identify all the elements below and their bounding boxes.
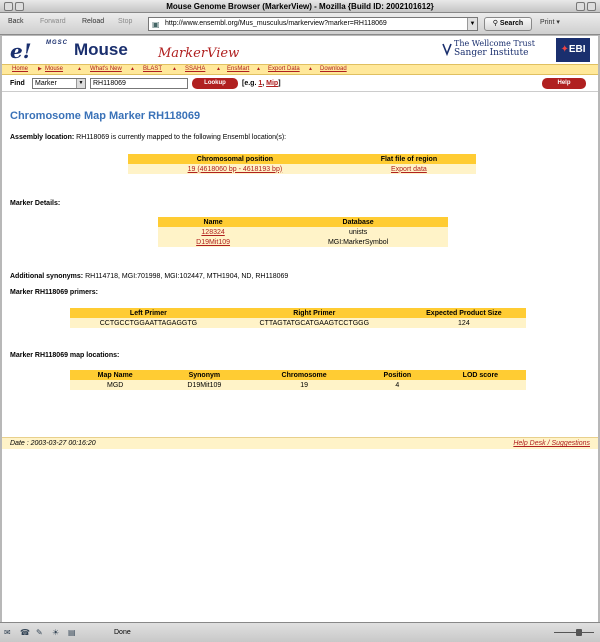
marker-name-link[interactable]: D19Mit109 xyxy=(196,238,231,246)
search-label: Search xyxy=(499,20,524,27)
menu-triangle-icon: ▲ xyxy=(256,66,261,72)
find-query-input[interactable]: RH118069 xyxy=(90,78,188,89)
mail-icon[interactable]: ☎ xyxy=(20,628,30,637)
chromosome-position-link[interactable]: 19 (4618060 bp - 4618193 bp) xyxy=(187,165,283,173)
map-locations-label: Marker RH118069 map locations: xyxy=(10,352,120,359)
slider-track xyxy=(554,632,594,633)
table-row xyxy=(70,380,526,390)
back-button[interactable]: Back xyxy=(8,18,24,25)
table-header: Chromosome xyxy=(248,370,360,380)
table-header: Flat file of region xyxy=(342,154,476,164)
menu-home[interactable]: Home xyxy=(12,66,29,72)
menu-triangle-icon: ▲ xyxy=(216,66,221,72)
menu-ensmart[interactable]: EnsMart xyxy=(227,66,250,72)
security-slider[interactable] xyxy=(554,628,594,637)
primers-table xyxy=(70,308,526,328)
site-menu xyxy=(2,64,598,75)
example-link-1[interactable]: 1 xyxy=(258,80,263,87)
additional-synonyms-text: Additional synonyms: RH114718, MGI:701998, MGI:102447, MTH1904, ND, RH118069 xyxy=(10,273,289,280)
menu-download[interactable]: Download xyxy=(320,66,347,72)
table-cell: MGI:MarkerSymbol xyxy=(268,237,448,247)
address-url: http://www.ensembl.org/Mus_musculus/markerview?marker=RH118069 xyxy=(165,20,387,27)
table-header: Left Primer xyxy=(70,308,227,318)
component-bar xyxy=(4,628,84,637)
lookup-button[interactable]: Lookup xyxy=(192,78,238,89)
table-row xyxy=(128,164,476,174)
sanger-symbol-icon xyxy=(442,42,452,56)
table-header: Map Name xyxy=(70,370,160,380)
address-bar[interactable] xyxy=(148,17,478,31)
menu-triangle-icon: ▲ xyxy=(308,66,313,72)
view-title: MarkerView xyxy=(158,46,240,61)
wellcome-line1: The Wellcome Trust xyxy=(454,39,535,48)
table-header: Name xyxy=(158,217,268,227)
zoom-window-button[interactable] xyxy=(576,2,585,11)
table-header: Chromosomal position xyxy=(128,154,342,164)
table-row xyxy=(70,318,526,328)
table-header: Right Primer xyxy=(227,308,402,318)
table-header: Database xyxy=(268,217,448,227)
browser-toolbar xyxy=(0,13,600,35)
find-bar xyxy=(2,76,598,92)
composer-icon[interactable]: ✎ xyxy=(36,628,43,637)
menu-mouse[interactable]: Mouse xyxy=(45,66,64,72)
search-icon: ⚲ xyxy=(492,20,498,27)
assembly-table xyxy=(128,154,476,174)
ensembl-logo[interactable]: e! xyxy=(10,39,32,63)
status-text: Done xyxy=(114,629,131,636)
menu-export-data[interactable]: Export Data xyxy=(268,66,300,72)
mgsc-label: MGSC xyxy=(46,40,68,46)
search-button[interactable] xyxy=(484,17,532,31)
ebi-logo[interactable]: ✦EBI xyxy=(556,38,590,62)
menu-whats-new[interactable]: What's New xyxy=(90,66,122,72)
table-cell: unists xyxy=(268,227,448,237)
menu-blast[interactable]: BLAST xyxy=(143,66,163,72)
breadcrumb-arrow-icon: ▶ xyxy=(38,66,42,72)
forward-button[interactable]: Forward xyxy=(40,18,66,25)
table-cell: MGD xyxy=(70,380,160,390)
table-cell: CTTAGTATGCATGAAGTCCTGGG xyxy=(227,318,402,328)
chat-icon[interactable]: ☀ xyxy=(52,628,60,637)
marker-details-table xyxy=(158,217,448,247)
find-examples: [e.g. 1, Mip] xyxy=(242,80,281,87)
web-page xyxy=(2,36,598,622)
example-link-mip[interactable]: Mip xyxy=(266,80,279,87)
address-dropdown-icon[interactable]: ▼ xyxy=(467,18,477,30)
map-locations-table xyxy=(70,370,526,390)
table-cell: 124 xyxy=(402,318,526,328)
table-cell: CCTGCCTGGAATTAGAGGTG xyxy=(70,318,227,328)
navigator-icon[interactable]: ✉ xyxy=(4,628,11,637)
table-cell xyxy=(435,380,526,390)
window-titlebar xyxy=(0,0,600,13)
chevron-down-icon: ▼ xyxy=(76,79,85,88)
stop-button[interactable]: Stop xyxy=(118,18,133,25)
find-type-select[interactable]: Marker ▼ xyxy=(32,78,86,89)
wellcome-line2: Sanger Institute xyxy=(454,48,529,58)
reload-button[interactable]: Reload xyxy=(82,18,105,25)
menu-ssaha[interactable]: SSAHA xyxy=(185,66,206,72)
table-header: LOD score xyxy=(435,370,526,380)
page-title: Chromosome Map Marker RH118069 xyxy=(10,110,201,122)
main-content xyxy=(2,93,598,622)
print-button[interactable] xyxy=(540,18,560,26)
find-label: Find xyxy=(10,80,25,87)
table-row xyxy=(158,237,448,247)
page-icon: ▣ xyxy=(152,20,160,29)
page-date: Date : 2003-03-27 00:16:20 xyxy=(10,440,96,447)
sanger-logo[interactable] xyxy=(442,39,542,58)
close-window-button[interactable] xyxy=(4,2,13,11)
help-desk-link[interactable]: Help Desk / Suggestions xyxy=(513,440,590,447)
minimize-window-button[interactable] xyxy=(15,2,24,11)
export-data-link[interactable]: Export data xyxy=(390,165,427,173)
primers-label: Marker RH118069 primers: xyxy=(10,289,98,296)
table-row xyxy=(158,227,448,237)
slider-knob[interactable] xyxy=(576,629,582,636)
footer-bar xyxy=(2,437,598,449)
table-cell: 19 xyxy=(248,380,360,390)
print-label: Print xyxy=(540,19,555,26)
marker-details-label: Marker Details: xyxy=(10,200,61,207)
marker-name-link[interactable]: 128324 xyxy=(201,228,225,236)
table-header: Position xyxy=(360,370,435,380)
status-bar xyxy=(0,622,600,642)
collapse-window-button[interactable] xyxy=(587,2,596,11)
assembly-location-text: Assembly location: RH118069 is currently mapped to the following Ensembl location(s): xyxy=(10,134,287,141)
menu-triangle-icon: ▲ xyxy=(77,66,82,72)
menu-triangle-icon: ▲ xyxy=(130,66,135,72)
menu-triangle-icon: ▲ xyxy=(172,66,177,72)
table-cell: 4 xyxy=(360,380,435,390)
table-cell: D19Mit109 xyxy=(160,380,248,390)
table-header: Synonym xyxy=(160,370,248,380)
species-title: Mouse xyxy=(74,40,128,59)
help-button[interactable]: Help xyxy=(542,78,586,89)
address-book-icon[interactable]: ▤ xyxy=(68,628,76,637)
ebi-mark-icon: ✦ xyxy=(560,44,569,55)
site-header xyxy=(2,36,598,64)
print-dropdown-icon: ▾ xyxy=(556,19,560,26)
table-header: Expected Product Size xyxy=(402,308,526,318)
window-title: Mouse Genome Browser (MarkerView) - Mozilla {Build ID: 2002101612} xyxy=(166,2,434,11)
